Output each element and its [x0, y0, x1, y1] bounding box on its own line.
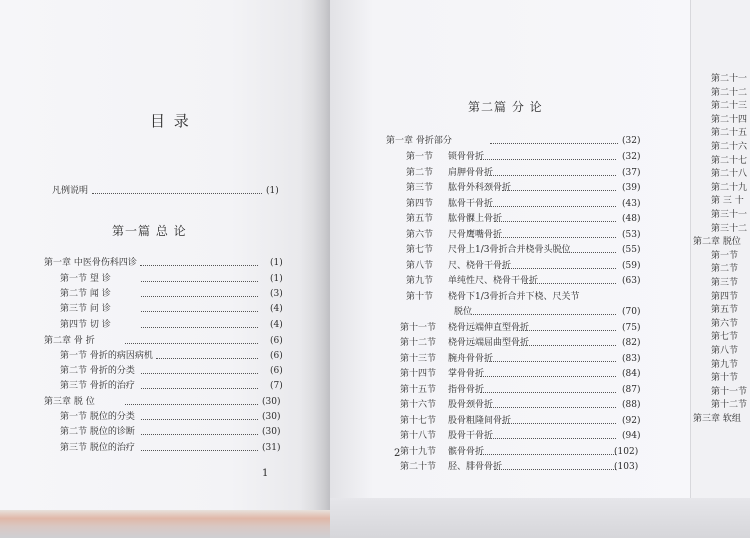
next-page-entry: 第二十六	[711, 142, 748, 152]
next-page-entry: 第三十一	[711, 210, 748, 220]
toc-section-title: 锁骨骨折	[448, 152, 485, 162]
next-page-entry: 第二十八	[711, 169, 748, 180]
leader-dots	[502, 423, 616, 424]
toc-section-page: (53)	[622, 229, 641, 240]
leader-dots	[141, 296, 258, 297]
toc-section-title: 股骨粗隆间骨折	[448, 415, 512, 426]
leader-dots	[487, 361, 616, 362]
toc-section-number: 第一节	[406, 152, 434, 162]
toc-section-page: (63)	[622, 276, 641, 286]
toc-section-number: 第十六节	[400, 400, 437, 410]
toc-entry-label: 第一节 望 诊	[60, 274, 111, 284]
leader-dots	[487, 438, 616, 439]
leader-dots	[494, 221, 616, 222]
toc-section-page: (83)	[622, 353, 641, 364]
toc-section-number: 第十节	[406, 291, 434, 302]
gutter-shadow	[300, 0, 330, 538]
toc-section-page: (48)	[622, 214, 641, 224]
leader-dots	[502, 268, 616, 269]
next-page-entry: 第二十五	[711, 128, 748, 139]
next-page-edge	[690, 0, 750, 538]
toc-section-title: 髌骨骨折	[448, 446, 485, 457]
toc-section-title: 股骨干骨折	[448, 431, 494, 441]
leader-dots	[140, 265, 258, 266]
toc-section-title: 指骨骨折	[448, 384, 485, 395]
toc-section-title: 肱骨外科颈骨折	[448, 183, 512, 193]
toc-entry-page: (6)	[270, 336, 283, 346]
toc-section-number: 第七节	[406, 245, 434, 255]
toc-entry-label: 第一章 中医骨伤科四诊	[44, 258, 137, 268]
next-page-entry: 第五节	[711, 305, 739, 316]
book-bottom-edge	[0, 510, 330, 538]
next-page-entry: 第 三 十	[711, 196, 744, 207]
toc-entry-page: (4)	[270, 304, 283, 314]
leader-dots	[494, 469, 616, 470]
leader-dots	[487, 175, 616, 176]
toc-entry-page: (30)	[262, 397, 281, 407]
leader-dots	[480, 392, 616, 393]
leader-dots	[141, 450, 258, 451]
part2-title: 第二篇 分 论	[468, 100, 543, 114]
toc-entry-page: (31)	[262, 443, 281, 453]
next-page-entry: 第二节	[711, 264, 739, 275]
toc-section-number: 第十九节	[400, 446, 437, 457]
leader-dots	[502, 190, 616, 191]
toc-entry-label: 第二节 骨折的分类	[60, 366, 135, 376]
toc-entry-label: 第三节 问 诊	[60, 304, 111, 314]
toc-entry-page: (6)	[270, 366, 283, 376]
toc-entry-label: 第一节 脱位的分类	[60, 412, 135, 422]
leader-dots	[517, 330, 616, 331]
toc-section-number: 第二十节	[400, 462, 437, 472]
toc-entry-page: (7)	[270, 381, 283, 391]
leader-dots	[494, 237, 616, 238]
next-page-entry: 第九节	[711, 359, 739, 370]
toc-entry-page: (6)	[270, 351, 283, 361]
leader-dots	[156, 358, 258, 359]
left-page-number: 1	[262, 468, 269, 479]
toc-section-number: 第十二节	[400, 338, 437, 348]
next-page-entry: 第四节	[711, 291, 739, 302]
next-page-entry: 第八节	[711, 346, 739, 356]
next-page-entry: 第十节	[711, 373, 739, 384]
toc-section-page: (103)	[614, 462, 639, 472]
leader-dots	[524, 283, 616, 284]
toc-section-number: 第四节	[406, 198, 434, 209]
preface-label: 凡例说明	[52, 186, 89, 196]
right-page	[330, 0, 690, 538]
toc-section-title: 单纯性尺、桡骨干骨折	[448, 276, 539, 286]
toc-entry-page: (3)	[270, 289, 283, 299]
right-page-number: 2	[394, 448, 401, 459]
next-page-entry: 第二十四	[711, 114, 748, 125]
leader-dots	[487, 407, 616, 408]
toc-section-page: (82)	[622, 338, 641, 348]
next-page-entry: 第二十九	[711, 182, 748, 193]
toc-section-number: 第十一节	[400, 322, 437, 333]
leader-dots	[517, 345, 616, 346]
toc-entry-page: (1)	[270, 258, 283, 268]
leader-dots	[480, 159, 616, 160]
toc-section-title: 尺骨上1/3骨折合并桡骨头脱位	[448, 245, 571, 255]
table-surface	[330, 498, 750, 538]
toc-entry-page: (1)	[270, 274, 283, 284]
next-page-entry: 第三节	[711, 278, 739, 288]
toc-section-number: 第十五节	[400, 384, 437, 395]
preface-page: (1)	[266, 186, 279, 196]
toc-section-title: 股骨颈骨折	[448, 400, 494, 410]
toc-section-title: 桡骨下1/3骨折合并下桡、尺关节	[448, 291, 580, 302]
toc-section-page: (70)	[622, 306, 641, 317]
chapter-1-page: (32)	[622, 136, 641, 146]
next-page-entry: 第三章 软组	[693, 414, 741, 424]
toc-entry-label: 第三节 骨折的治疗	[60, 381, 135, 391]
next-page-entry: 第十二节	[711, 400, 748, 411]
next-page-entry: 第六节	[711, 318, 739, 329]
toc-entry-label: 第二章 骨 折	[44, 336, 95, 346]
next-page-entry: 第一节	[711, 250, 739, 261]
toc-section-title: 肱骨干骨折	[448, 198, 494, 209]
toc-section-page: (94)	[622, 431, 641, 441]
toc-section-page: (92)	[622, 415, 641, 426]
toc-section-number: 第十七节	[400, 415, 437, 426]
toc-section-number: 第二节	[406, 167, 434, 178]
toc-section-title: 尺、桡骨干骨折	[448, 260, 512, 271]
toc-section-page: (87)	[622, 384, 641, 395]
leader-dots	[487, 206, 616, 207]
toc-section-page: (32)	[622, 152, 641, 162]
toc-entry-label: 第四节 切 诊	[60, 320, 111, 330]
toc-section-title: 肩胛骨骨折	[448, 167, 494, 178]
toc-section-title: 桡骨远端伸直型骨折	[448, 322, 530, 333]
leader-dots	[141, 327, 258, 328]
next-page-entry: 第三十二	[711, 223, 748, 234]
toc-section-page: (55)	[622, 245, 641, 255]
toc-entry-label: 第三章 脱 位	[44, 397, 95, 407]
toc-entry-page: (4)	[270, 320, 283, 330]
toc-section-title-cont: 脱位	[454, 306, 473, 317]
leader-dots	[561, 252, 616, 253]
leader-dots	[480, 376, 616, 377]
leader-dots	[480, 454, 616, 455]
toc-section-title: 尺骨鹰嘴骨折	[448, 229, 503, 240]
leader-dots	[141, 281, 258, 282]
toc-entry-label: 第一节 骨折的病因病机	[60, 351, 153, 361]
toc-entry-page: (30)	[262, 412, 281, 422]
leader-dots	[141, 311, 258, 312]
leader-dots	[141, 373, 258, 374]
toc-section-page: (43)	[622, 198, 641, 209]
leader-dots	[125, 404, 258, 405]
next-page-entry: 第二十二	[711, 87, 748, 98]
leader-dots	[471, 314, 616, 315]
chapter-1-label: 第一章 骨折部分	[386, 136, 452, 146]
toc-entry-label: 第二节 闻 诊	[60, 289, 111, 299]
toc-entry-label: 第三节 脱位的治疗	[60, 443, 135, 453]
toc-section-title: 掌骨骨折	[448, 369, 485, 379]
toc-section-title: 桡骨远端屈曲型骨折	[448, 338, 530, 348]
toc-section-number: 第十八节	[400, 431, 437, 441]
toc-section-number: 第三节	[406, 183, 434, 193]
toc-entry-label: 第二节 脱位的诊断	[60, 427, 135, 437]
leader-dots	[141, 434, 258, 435]
next-page-entry: 第二十一	[711, 74, 748, 84]
toc-section-page: (39)	[622, 183, 641, 193]
toc-entry-page: (30)	[262, 427, 281, 437]
leader-dots	[141, 388, 258, 389]
toc-section-title: 胫、腓骨骨折	[448, 462, 503, 472]
toc-section-number: 第五节	[406, 214, 434, 224]
toc-section-number: 第八节	[406, 260, 434, 271]
next-page-entry: 第二十七	[711, 155, 748, 166]
toc-section-number: 第十三节	[400, 353, 437, 364]
next-page-entry: 第十一节	[711, 386, 748, 397]
leader-dots	[141, 419, 258, 420]
next-page-entry: 第七节	[711, 332, 739, 343]
toc-section-page: (59)	[622, 260, 641, 271]
toc-section-page: (88)	[622, 400, 641, 410]
leader-dots	[490, 143, 618, 144]
toc-section-page: (75)	[622, 322, 641, 333]
toc-section-page: (37)	[622, 167, 641, 178]
leader-dots	[125, 343, 258, 344]
leader-dots	[92, 193, 262, 194]
toc-section-number: 第六节	[406, 229, 434, 240]
part1-title: 第一篇 总 论	[112, 224, 187, 238]
next-page-entry: 第二章 脱位	[693, 237, 741, 248]
toc-title: 目 录	[150, 112, 191, 130]
toc-section-page: (102)	[614, 446, 639, 457]
toc-section-number: 第九节	[406, 276, 434, 286]
toc-section-page: (84)	[622, 369, 641, 379]
toc-section-title: 腕舟骨骨折	[448, 353, 494, 364]
left-page	[0, 0, 330, 538]
toc-section-title: 肱骨髁上骨折	[448, 214, 503, 224]
toc-section-number: 第十四节	[400, 369, 437, 379]
next-page-entry: 第二十三	[711, 101, 748, 112]
